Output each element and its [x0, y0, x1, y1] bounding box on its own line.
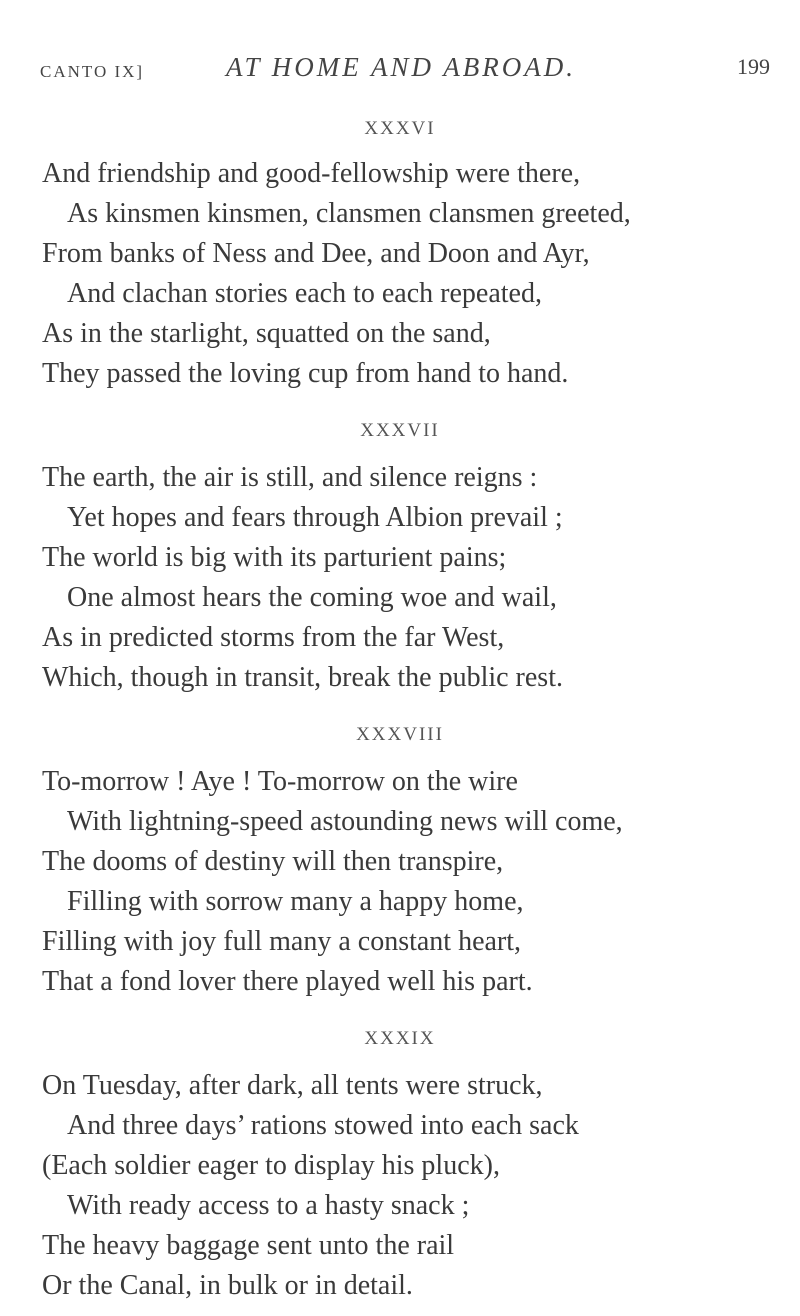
verse-line: To-morrow ! Aye ! To-morrow on the wire: [42, 766, 518, 797]
verse-line: On Tuesday, after dark, all tents were struck,: [42, 1070, 543, 1101]
running-header: [40, 48, 770, 92]
verse-line: One almost hears the coming woe and wail,: [67, 582, 557, 613]
stanza-number: XXXVII: [360, 420, 440, 441]
verse-line: Or the Canal, in bulk or in detail.: [42, 1270, 413, 1301]
verse-line: The heavy baggage sent unto the rail: [42, 1230, 455, 1261]
verse-line: They passed the loving cup from hand to hand.: [42, 358, 569, 389]
verse-line: That a fond lover there played well his part.: [42, 966, 533, 997]
verse-line: Filling with sorrow many a happy home,: [67, 886, 524, 917]
verse-line: The world is big with its parturient pains;: [42, 542, 507, 573]
verse-line: As in the starlight, squatted on the sand,: [42, 318, 491, 349]
verse-line: And clachan stories each to each repeated,: [67, 278, 542, 309]
page-number: 199: [737, 54, 770, 79]
canto-label: CANTO IX]: [40, 62, 145, 81]
verse-line: And three days’ rations stowed into each sack: [67, 1110, 579, 1141]
verse-line: The earth, the air is still, and silence reigns :: [42, 462, 538, 493]
verse-line: With ready access to a hasty snack ;: [67, 1190, 470, 1221]
verse-line: And friendship and good-fellowship were there,: [42, 158, 581, 189]
verse-line: As kinsmen kinsmen, clansmen clansmen greeted,: [67, 198, 631, 229]
stanza-number: XXXVI: [364, 118, 436, 139]
verse-line: (Each soldier eager to display his pluck),: [42, 1150, 500, 1181]
verse-line: Which, though in transit, break the public rest.: [42, 662, 563, 693]
running-title: AT HOME AND ABROAD.: [226, 52, 576, 82]
verse-line: Filling with joy full many a constant heart,: [42, 926, 522, 957]
verse-line: From banks of Ness and Dee, and Doon and Ayr,: [42, 238, 590, 269]
stanza-number: XXXVIII: [356, 724, 444, 745]
verse-line: The dooms of destiny will then transpire,: [42, 846, 504, 877]
verse-line: Yet hopes and fears through Albion prevail ;: [67, 502, 563, 533]
verse-line: As in predicted storms from the far West,: [42, 622, 505, 653]
verse-line: With lightning-speed astounding news will come,: [67, 806, 623, 837]
stanza-number: XXXIX: [364, 1028, 436, 1049]
